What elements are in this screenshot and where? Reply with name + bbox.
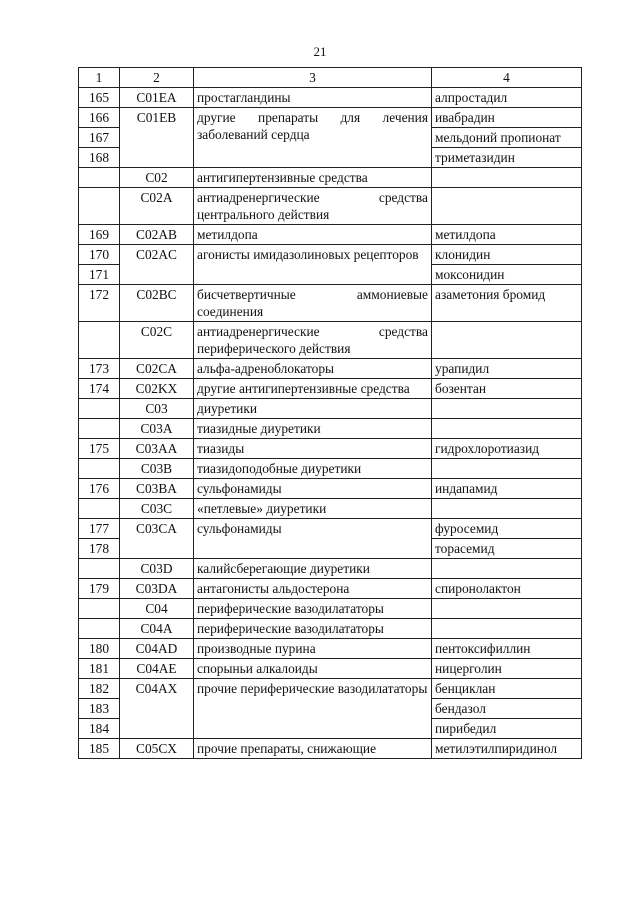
table-row (79, 188, 582, 225)
table-row (79, 168, 582, 188)
atc-code: C04AE (120, 659, 194, 679)
row-number (79, 322, 120, 359)
pharmacological-group: другие препараты для лечения заболеваний сердца (194, 108, 432, 168)
row-number: 166 (79, 108, 120, 128)
row-number: 175 (79, 439, 120, 459)
table-row (79, 599, 582, 619)
row-number (79, 419, 120, 439)
pharmacological-group: тиазидоподобные диуретики (194, 459, 432, 479)
row-number: 178 (79, 539, 120, 559)
atc-code: C03A (120, 419, 194, 439)
row-number: 176 (79, 479, 120, 499)
drug-name (432, 168, 582, 188)
column-header: 2 (120, 68, 194, 88)
pharmacological-group: прочие периферические вазодилататоры (194, 679, 432, 739)
atc-code: C04 (120, 599, 194, 619)
pharmacological-group: периферические вазодилататоры (194, 619, 432, 639)
pharmacological-group: простагландины (194, 88, 432, 108)
table-row (79, 439, 582, 459)
drug-name (432, 499, 582, 519)
pharmacological-group: агонисты имидазолиновых рецепторов (194, 245, 432, 285)
row-number: 177 (79, 519, 120, 539)
atc-code: C04AD (120, 639, 194, 659)
table-row (79, 225, 582, 245)
atc-code: C02C (120, 322, 194, 359)
atc-code: C02AC (120, 245, 194, 285)
pharmacological-group: антагонисты альдостерона (194, 579, 432, 599)
row-number: 168 (79, 148, 120, 168)
row-number: 171 (79, 265, 120, 285)
atc-code: C04AX (120, 679, 194, 739)
row-number: 165 (79, 88, 120, 108)
column-header: 4 (432, 68, 582, 88)
table-row (79, 245, 582, 265)
pharmacological-group: диуретики (194, 399, 432, 419)
drug-name: метилэтилпиридинол (432, 739, 582, 759)
drug-name (432, 419, 582, 439)
table-row (79, 519, 582, 539)
drug-name: бозентан (432, 379, 582, 399)
drug-name: триметазидин (432, 148, 582, 168)
row-number (79, 559, 120, 579)
drug-name (432, 619, 582, 639)
row-number: 184 (79, 719, 120, 739)
drug-name: фуросемид (432, 519, 582, 539)
drug-name: урапидил (432, 359, 582, 379)
atc-code: C02CA (120, 359, 194, 379)
drug-name: бенциклан (432, 679, 582, 699)
row-number (79, 459, 120, 479)
row-number (79, 188, 120, 225)
row-number: 182 (79, 679, 120, 699)
pharmacological-group: антиадренергические средства центрального действия (194, 188, 432, 225)
drug-name (432, 459, 582, 479)
atc-code: C01EB (120, 108, 194, 168)
table-header-row (79, 68, 582, 88)
table-row (79, 479, 582, 499)
atc-code: C03 (120, 399, 194, 419)
pharmacological-group: сульфонамиды (194, 519, 432, 559)
column-header: 3 (194, 68, 432, 88)
row-number (79, 599, 120, 619)
atc-code: C03DA (120, 579, 194, 599)
pharmacological-group: антигипертензивные средства (194, 168, 432, 188)
table-row (79, 659, 582, 679)
atc-code: C02KX (120, 379, 194, 399)
row-number: 174 (79, 379, 120, 399)
row-number: 180 (79, 639, 120, 659)
drug-name: гидрохлоротиазид (432, 439, 582, 459)
atc-code: C02 (120, 168, 194, 188)
row-number (79, 399, 120, 419)
drug-name: пирибедил (432, 719, 582, 739)
drug-name (432, 599, 582, 619)
drug-name: моксонидин (432, 265, 582, 285)
table-row (79, 88, 582, 108)
pharmacological-group: тиазидные диуретики (194, 419, 432, 439)
pharmacological-group: антиадренергические средства периферического действия (194, 322, 432, 359)
table-row (79, 108, 582, 128)
table-row (79, 499, 582, 519)
atc-code: C03C (120, 499, 194, 519)
row-number: 172 (79, 285, 120, 322)
atc-code: C02A (120, 188, 194, 225)
table-row (79, 619, 582, 639)
drug-name: торасемид (432, 539, 582, 559)
row-number: 170 (79, 245, 120, 265)
atc-code: C03B (120, 459, 194, 479)
page-number: 21 (313, 44, 327, 59)
pharmacological-group: тиазиды (194, 439, 432, 459)
pharmacological-group: спорыньи алкалоиды (194, 659, 432, 679)
drug-name (432, 559, 582, 579)
drug-name: ницерголин (432, 659, 582, 679)
drug-name: азаметония бромид (432, 285, 582, 322)
drug-name: бендазол (432, 699, 582, 719)
atc-code: C03CA (120, 519, 194, 559)
atc-code: C04A (120, 619, 194, 639)
drug-name: пентоксифиллин (432, 639, 582, 659)
pharmacological-group: метилдопа (194, 225, 432, 245)
table-row (79, 419, 582, 439)
row-number: 183 (79, 699, 120, 719)
drug-name: ивабрадин (432, 108, 582, 128)
table-row (79, 679, 582, 699)
drug-classification-table (78, 67, 582, 759)
drug-name: мельдоний пропионат (432, 128, 582, 148)
atc-code: C02BC (120, 285, 194, 322)
pharmacological-group: калийсберегающие диуретики (194, 559, 432, 579)
atc-code: C01EA (120, 88, 194, 108)
row-number: 167 (79, 128, 120, 148)
table-row (79, 322, 582, 359)
row-number (79, 499, 120, 519)
row-number (79, 619, 120, 639)
pharmacological-group: производные пурина (194, 639, 432, 659)
pharmacological-group: периферические вазодилататоры (194, 599, 432, 619)
drug-name (432, 399, 582, 419)
row-number: 181 (79, 659, 120, 679)
row-number: 179 (79, 579, 120, 599)
table-row (79, 399, 582, 419)
row-number: 185 (79, 739, 120, 759)
table-row (79, 459, 582, 479)
table-row (79, 359, 582, 379)
pharmacological-group: другие антигипертензивные средства (194, 379, 432, 399)
table-row (79, 285, 582, 322)
drug-name (432, 188, 582, 225)
atc-code: C03AA (120, 439, 194, 459)
table-row (79, 559, 582, 579)
drug-name: клонидин (432, 245, 582, 265)
drug-name: алпростадил (432, 88, 582, 108)
atc-code: C03D (120, 559, 194, 579)
row-number: 173 (79, 359, 120, 379)
table-row (79, 379, 582, 399)
pharmacological-group: сульфонамиды (194, 479, 432, 499)
table-row (79, 739, 582, 759)
table-row (79, 579, 582, 599)
atc-code: C05CX (120, 739, 194, 759)
pharmacological-group: прочие препараты, снижающие (194, 739, 432, 759)
drug-name (432, 322, 582, 359)
drug-name: метилдопа (432, 225, 582, 245)
pharmacological-group: альфа-адреноблокаторы (194, 359, 432, 379)
atc-code: C02AB (120, 225, 194, 245)
drug-name: индапамид (432, 479, 582, 499)
column-header: 1 (79, 68, 120, 88)
pharmacological-group: «петлевые» диуретики (194, 499, 432, 519)
row-number (79, 168, 120, 188)
drug-name: спиронолактон (432, 579, 582, 599)
row-number: 169 (79, 225, 120, 245)
pharmacological-group: бисчетвертичные аммониевые соединения (194, 285, 432, 322)
atc-code: C03BA (120, 479, 194, 499)
table-row (79, 639, 582, 659)
